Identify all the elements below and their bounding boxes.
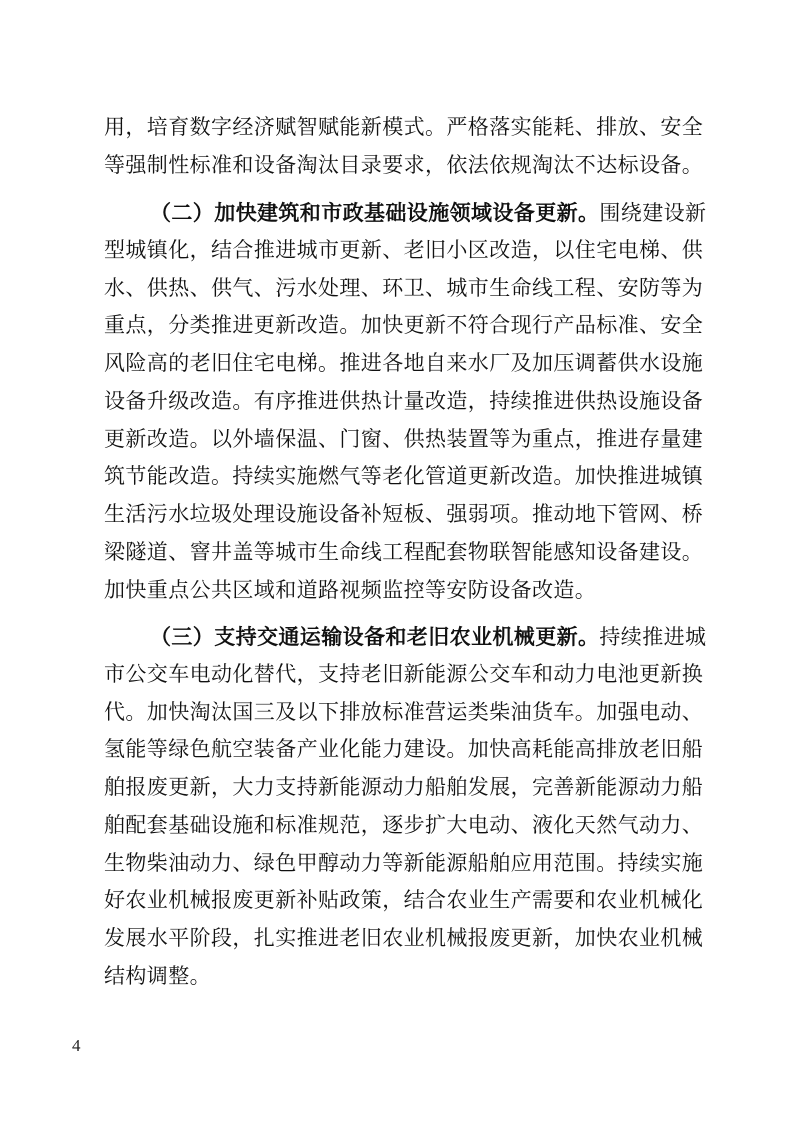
body-line: 舶报废更新，大力支持新能源动力船舶发展，完善新能源动力船 — [104, 775, 704, 799]
section-two-lead-text: 围绕建设新 — [599, 201, 707, 225]
body-line: 氢能等绿色航空装备产业化能力建设。加快高耗能高排放老旧船 — [104, 737, 704, 761]
body-line: 重点，分类推进更新改造。加快更新不符合现行产品标准、安全 — [104, 313, 704, 337]
body-line: 设备升级改造。有序推进供热计量改造，持续推进供热设施设备 — [104, 389, 704, 413]
page-number: 4 — [72, 1036, 81, 1055]
body-line: 更新改造。以外墙保温、门窗、供热装置等为重点，推进存量建 — [104, 427, 704, 451]
body-line: 筑节能改造。持续实施燃气等老化管道更新改造。加快推进城镇 — [104, 464, 704, 488]
body-line: 水、供热、供气、污水处理、环卫、城市生命线工程、安防等为 — [104, 276, 704, 300]
body-line: 结构调整。 — [104, 964, 211, 988]
body-line: 生活污水垃圾处理设施设备补短板、强弱项。推动地下管网、桥 — [104, 502, 704, 526]
body-line: 加快重点公共区域和道路视频监控等安防设备改造。 — [104, 578, 597, 602]
section-two-heading: （二）加快建筑和市政基础设施领域设备更新。 — [150, 200, 600, 225]
body-line: 等强制性标准和设备淘汰目录要求，依法依规淘汰不达标设备。 — [104, 153, 704, 177]
section-two-line — [150, 199, 707, 226]
body-line: 发展水平阶段，扎实推进老旧农业机械报废更新，加快农业机械 — [104, 926, 704, 950]
body-line: 型城镇化，结合推进城市更新、老旧小区改造，以住宅电梯、供 — [104, 238, 704, 262]
section-three-lead-text: 持续推进城 — [599, 625, 707, 649]
body-line: 风险高的老旧住宅电梯。推进各地自来水厂及加压调蓄供水设施 — [104, 351, 704, 375]
body-line: 舶配套基础设施和标准规范，逐步扩大电动、液化天然气动力、 — [104, 813, 704, 837]
body-line: 市公交车电动化替代，支持老旧新能源公交车和动力电池更新换 — [104, 662, 704, 686]
body-line: 用，培育数字经济赋智赋能新模式。严格落实能耗、排放、安全 — [104, 115, 704, 139]
body-line: 好农业机械报废更新补贴政策，结合农业生产需要和农业机械化 — [104, 888, 704, 912]
section-three-heading: （三）支持交通运输设备和老旧农业机械更新。 — [150, 624, 600, 649]
body-line: 代。加快淘汰国三及以下排放标准营运类柴油货车。加强电动、 — [104, 700, 704, 724]
body-line: 梁隧道、窨井盖等城市生命线工程配套物联智能感知设备建设。 — [104, 540, 704, 564]
section-three-line — [150, 623, 707, 650]
body-line: 生物柴油动力、绿色甲醇动力等新能源船舶应用范围。持续实施 — [104, 851, 704, 875]
